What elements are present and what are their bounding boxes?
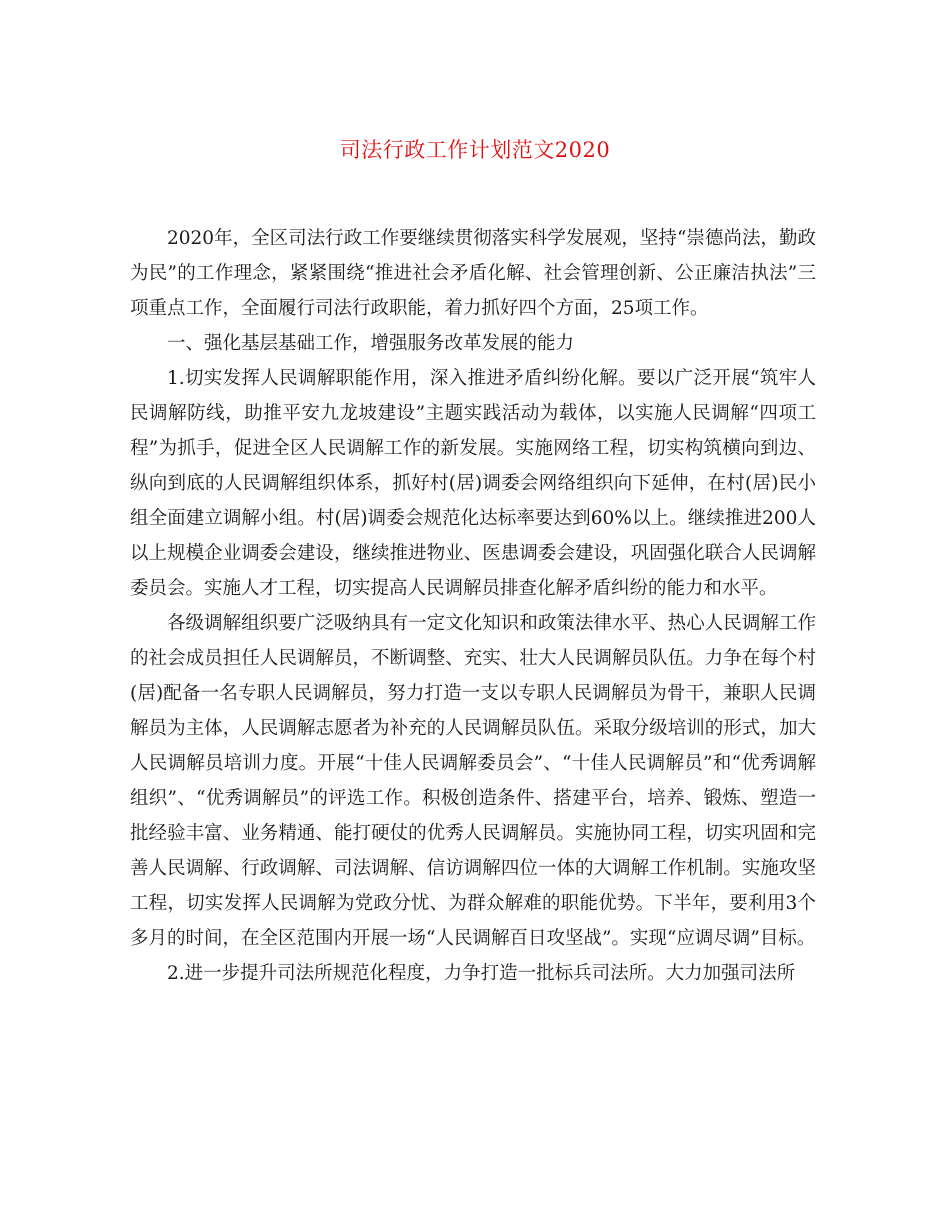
document-title: 司法行政工作计划范文2020 xyxy=(339,138,611,162)
item-1-paragraph: 1.切实发挥人民调解职能作用，深入推进矛盾纠纷化解。要以广泛开展“筑牢人民调解防线，助推平安九龙坡建设”主题实践活动为载体，以实施人民调解“四项工程”为抓手，促进全区人民调解工作的新发展。实施网络工程，切实构筑横向到边、纵向到底的人民调解组织体系，抓好村(居)调委会网络组织向下延伸，在村(居)民小组全面建立调解小组。村(居)调委会规范化达标率要达到60%以上。继续推进200人以上规模企业调委会建设，继续推进物业、医患调委会建设，巩固强化联合人民调解委员会。实施人才工程，切实提高人民调解员排查化解矛盾纠纷的能力和水平。 xyxy=(130,368,816,599)
intro-paragraph: 2020年，全区司法行政工作要继续贯彻落实科学发展观，坚持“崇德尚法，勤政为民”的工作理念，紧紧围绕“推进社会矛盾化解、社会管理创新、公正廉洁执法”三项重点工作，全面履行司法行政职能，着力抓好四个方面，25项工作。 xyxy=(130,228,816,319)
mediator-team-paragraph: 各级调解组织要广泛吸纳具有一定文化知识和政策法律水平、热心人民调解工作的社会成员担任人民调解员，不断调整、充实、壮大人民调解员队伍。力争在每个村(居)配备一名专职人民调解员，努力打造一支以专职人民调解员为骨干，兼职人民调解员为主体，人民调解志愿者为补充的人民调解员队伍。采取分级培训的形式，加大人民调解员培训力度。开展“十佳人民调解委员会”、“十佳人民调解员”和“优秀调解组织”、“优秀调解员”的评选工作。积极创造条件、搭建平台，培养、锻炼、塑造一批经验丰富、业务精通、能打硬仗的优秀人民调解员。实施协同工程，切实巩固和完善人民调解、行政调解、司法调解、信访调解四位一体的大调解工作机制。实施攻坚工程，切实发挥人民调解为党政分忧、为群众解难的职能优势。下半年，要利用3个多月的时间，在全区范围内开展一场“人民调解百日攻坚战”。实现“应调尽调”目标。 xyxy=(130,613,816,949)
document-body xyxy=(130,221,816,991)
item-2-paragraph: 2.进一步提升司法所规范化程度，力争打造一批标兵司法所。大力加强司法所 xyxy=(167,963,796,984)
section-heading-1: 一、强化基层基础工作，增强服务改革发展的能力 xyxy=(167,333,575,354)
